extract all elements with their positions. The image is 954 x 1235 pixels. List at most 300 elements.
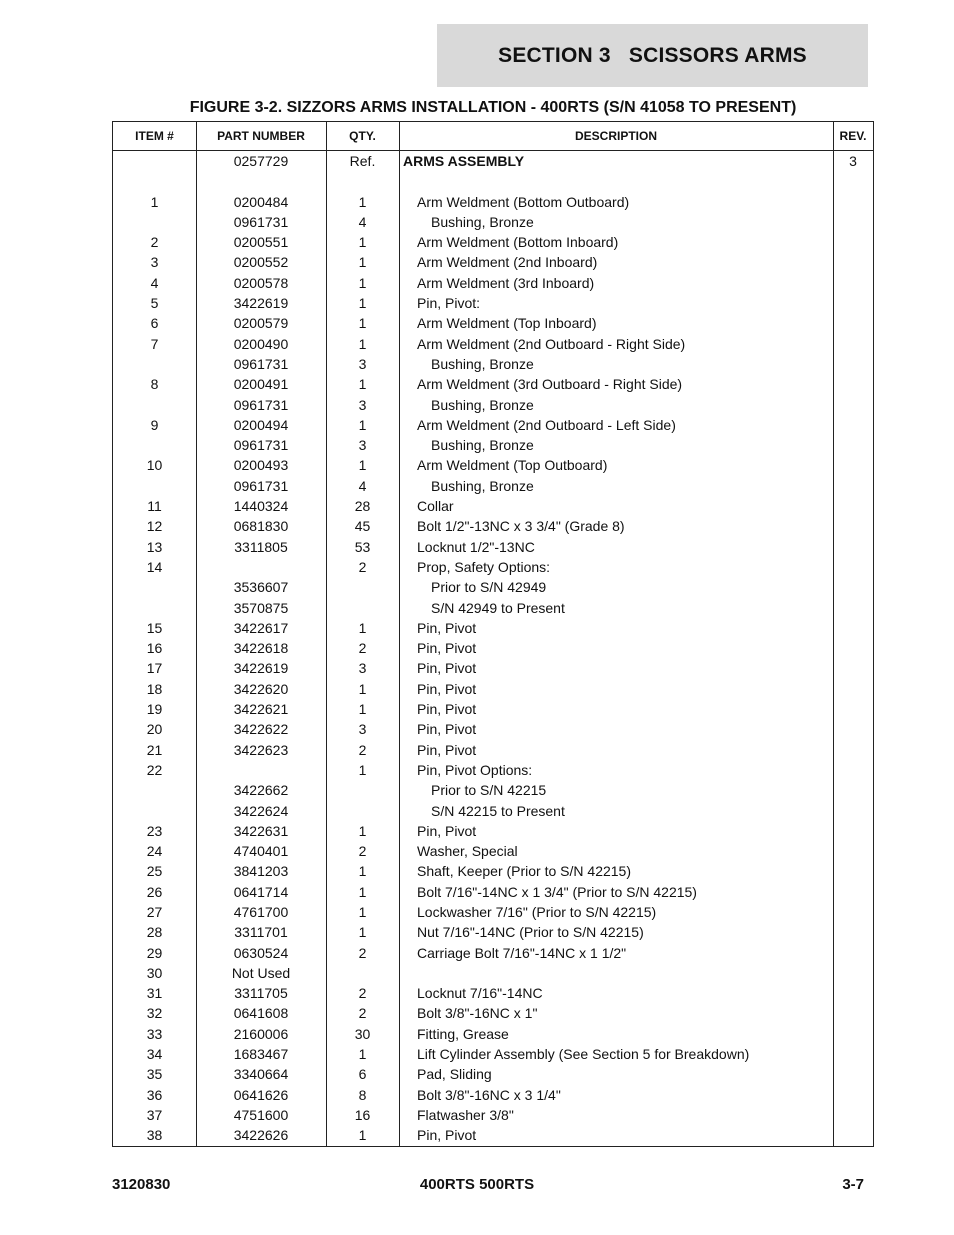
revision-cell [833, 293, 873, 313]
description-cell: Bolt 3/8"-16NC x 1" [417, 1005, 538, 1022]
quantity-cell: 28 [354, 498, 371, 515]
part-number-cell: 0200552 [233, 254, 289, 271]
table-row [113, 740, 873, 760]
quantity-cell: 1 [358, 416, 367, 433]
description-cell: Fitting, Grease [417, 1025, 509, 1042]
part-number-cell: 0200578 [233, 274, 289, 291]
description-cell: Pin, Pivot [417, 822, 477, 839]
part-number-cell: 3422620 [233, 680, 289, 697]
item-number-cell [113, 780, 196, 800]
revision-cell [833, 719, 873, 739]
revision-cell [833, 395, 873, 415]
quantity-cell: 53 [354, 538, 371, 555]
table-row [113, 719, 873, 739]
revision-cell [833, 171, 873, 191]
revision-cell [833, 861, 873, 881]
table-row [113, 496, 873, 516]
description-cell: Bushing, Bronze [431, 477, 534, 494]
item-number-cell: 18 [146, 680, 163, 697]
table-row [113, 212, 873, 232]
item-number-cell: 10 [146, 457, 163, 474]
description-cell: Pin, Pivot [417, 619, 477, 636]
description-cell: Bushing, Bronze [431, 437, 534, 454]
part-number-cell: 1440324 [233, 498, 289, 515]
description-cell: Prop, Safety Options: [417, 558, 551, 575]
item-number-cell: 38 [146, 1127, 163, 1144]
part-number-cell: 0257729 [233, 153, 289, 169]
part-number-cell: 0641608 [233, 1005, 289, 1022]
quantity-cell: 30 [354, 1025, 371, 1042]
item-number-cell [113, 354, 196, 374]
revision-cell [833, 537, 873, 557]
quantity-cell: 3 [358, 396, 367, 413]
description-cell: Bolt 7/16"-14NC x 1 3/4" (Prior to S/N 42215) [417, 883, 697, 900]
part-number-cell: 3422624 [233, 802, 289, 819]
quantity-cell: 1 [358, 822, 367, 839]
part-number-cell: 0200579 [233, 315, 289, 332]
item-number-cell: 20 [146, 721, 163, 738]
description-cell: ARMS ASSEMBLY [403, 153, 525, 169]
description-cell: Pin, Pivot [417, 721, 477, 738]
quantity-cell: 1 [358, 761, 367, 778]
table-row [113, 882, 873, 902]
table-row [113, 516, 873, 536]
quantity-cell: 16 [354, 1106, 371, 1123]
table-row [113, 1044, 873, 1064]
description-cell: S/N 42949 to Present [431, 599, 565, 616]
quantity-cell: 1 [358, 863, 367, 880]
item-number-cell: 25 [146, 863, 163, 880]
revision-cell [833, 1044, 873, 1064]
revision-cell [833, 516, 873, 536]
revision-cell [833, 618, 873, 638]
table-row [113, 983, 873, 1003]
item-number-cell: 11 [147, 498, 162, 515]
part-number-cell: 0200494 [233, 416, 289, 433]
revision-cell [833, 902, 873, 922]
description-cell: Nut 7/16"-14NC (Prior to S/N 42215) [417, 924, 644, 941]
revision-cell [833, 232, 873, 252]
item-number-cell [113, 435, 196, 455]
description-cell: Flatwasher 3/8" [417, 1106, 514, 1123]
description-cell: Shaft, Keeper (Prior to S/N 42215) [417, 863, 631, 880]
quantity-cell: 1 [358, 457, 367, 474]
quantity-cell: 1 [358, 924, 367, 941]
table-row [113, 841, 873, 861]
revision-cell [833, 415, 873, 435]
revision-cell [833, 821, 873, 841]
description-cell: Lift Cylinder Assembly (See Section 5 for Breakdown) [417, 1046, 750, 1063]
description-cell: Arm Weldment (Top Inboard) [417, 315, 597, 332]
quantity-cell: 1 [358, 335, 367, 352]
description-cell: Lockwasher 7/16" (Prior to S/N 42215) [417, 903, 657, 920]
revision-cell [833, 638, 873, 658]
part-number-cell: 3422619 [233, 295, 289, 312]
footer-page-number: 3-7 [842, 1176, 864, 1193]
item-number-cell [113, 801, 196, 821]
table-row [113, 1125, 873, 1145]
quantity-cell [326, 598, 399, 618]
revision-cell [833, 1064, 873, 1084]
part-number-cell [196, 760, 326, 780]
quantity-cell: 1 [358, 274, 367, 291]
description-cell: Bushing, Bronze [431, 355, 534, 372]
item-number-cell: 35 [146, 1066, 163, 1083]
quantity-cell: 1 [358, 1046, 367, 1063]
description-cell: Pin, Pivot: [417, 295, 481, 312]
column-divider [196, 122, 197, 1146]
item-number-cell: 1 [150, 193, 159, 210]
quantity-cell [326, 780, 399, 800]
table-row [113, 1003, 873, 1023]
section-header [437, 24, 868, 87]
revision-cell [833, 1024, 873, 1044]
parts-table [112, 121, 874, 1147]
description-cell [399, 963, 833, 983]
part-number-cell: 0641626 [233, 1086, 289, 1103]
part-number-cell: 4740401 [233, 843, 289, 860]
table-row [113, 374, 873, 394]
description-cell: Prior to S/N 42215 [431, 782, 547, 799]
quantity-cell: 2 [358, 1005, 367, 1022]
description-cell: Bushing, Bronze [431, 213, 534, 230]
item-number-cell: 32 [146, 1005, 163, 1022]
description-cell: Locknut 1/2"-13NC [417, 538, 535, 555]
revision-cell [833, 577, 873, 597]
quantity-cell: 2 [358, 843, 367, 860]
quantity-cell: 1 [358, 315, 367, 332]
description-cell: Bolt 1/2"-13NC x 3 3/4" (Grade 8) [417, 518, 625, 535]
table-row [113, 537, 873, 557]
item-number-cell: 2 [150, 234, 159, 251]
item-number-cell: 29 [146, 944, 163, 961]
table-row [113, 963, 873, 983]
revision-cell [833, 943, 873, 963]
quantity-cell [326, 577, 399, 597]
description-cell: Arm Weldment (3rd Inboard) [417, 274, 595, 291]
quantity-cell: 1 [358, 376, 367, 393]
revision-cell [833, 1125, 873, 1145]
table-row [113, 861, 873, 881]
revision-cell [833, 354, 873, 374]
item-number-cell: 5 [150, 295, 159, 312]
part-number-cell: 3311701 [234, 924, 288, 941]
item-number-cell: 6 [150, 315, 159, 332]
description-cell: Arm Weldment (Bottom Inboard) [417, 234, 619, 251]
quantity-cell: 2 [358, 640, 367, 657]
table-row [113, 679, 873, 699]
table-row [113, 1085, 873, 1105]
table-row [113, 1105, 873, 1125]
part-number-cell: 3422631 [233, 822, 289, 839]
part-number-cell: 3422619 [233, 660, 289, 677]
table-row [113, 557, 873, 577]
quantity-cell: 1 [358, 883, 367, 900]
part-number-cell: 3422618 [233, 640, 289, 657]
item-number-cell: 22 [146, 761, 163, 778]
table-row [113, 1064, 873, 1084]
table-row [113, 252, 873, 272]
item-number-cell: 36 [146, 1086, 163, 1103]
part-number-cell: 3536607 [233, 579, 289, 596]
revision-cell [833, 598, 873, 618]
description-cell: Arm Weldment (Top Outboard) [417, 457, 608, 474]
quantity-cell: 6 [358, 1066, 367, 1083]
revision-cell [833, 740, 873, 760]
revision-cell [833, 476, 873, 496]
table-row [113, 801, 873, 821]
revision-cell [833, 699, 873, 719]
revision-cell [833, 435, 873, 455]
table-row [113, 354, 873, 374]
description-cell [399, 171, 833, 191]
description-cell: Collar [417, 498, 454, 515]
part-number-cell: 0200493 [233, 457, 289, 474]
quantity-cell: 1 [358, 295, 367, 312]
revision-cell [833, 252, 873, 272]
table-row [113, 455, 873, 475]
table-row [113, 171, 873, 191]
revision-cell [833, 841, 873, 861]
revision-cell [833, 922, 873, 942]
part-number-cell: 3570875 [233, 599, 289, 616]
item-number-cell: 9 [150, 416, 159, 433]
revision-cell [833, 192, 873, 212]
quantity-cell: 4 [358, 477, 367, 494]
revision-cell [833, 1105, 873, 1125]
item-number-cell: 27 [146, 903, 163, 920]
revision-cell [833, 1085, 873, 1105]
table-row [113, 902, 873, 922]
table-row [113, 922, 873, 942]
item-number-cell [113, 577, 196, 597]
section-title: SECTION 3 SCISSORS ARMS [498, 43, 807, 67]
item-number-cell: 19 [146, 701, 163, 718]
revision-cell [833, 455, 873, 475]
table-header [113, 122, 873, 151]
part-number-cell: 0200491 [233, 376, 289, 393]
description-cell: Pin, Pivot [417, 741, 477, 758]
part-number-cell: 4761700 [233, 903, 289, 920]
description-cell: Pin, Pivot [417, 680, 477, 697]
part-number-cell: 3422617 [233, 619, 289, 636]
item-number-cell: 15 [146, 619, 163, 636]
description-cell: Arm Weldment (2nd Outboard - Right Side) [417, 335, 686, 352]
footer-model: 400RTS 500RTS [419, 1176, 535, 1193]
part-number-cell: 0641714 [233, 883, 289, 900]
item-number-cell [113, 395, 196, 415]
table-row [113, 293, 873, 313]
quantity-cell: 3 [358, 355, 367, 372]
table-row [113, 1024, 873, 1044]
part-number-cell: 0961731 [233, 355, 289, 372]
quantity-cell: 2 [358, 985, 367, 1002]
table-row [113, 395, 873, 415]
table-row [113, 638, 873, 658]
part-number-cell: Not Used [231, 964, 291, 981]
item-number-cell: 12 [146, 518, 163, 535]
part-number-cell [196, 171, 326, 191]
part-number-cell: 3422623 [233, 741, 289, 758]
item-number-cell: 31 [146, 985, 163, 1002]
part-number-cell: 3422621 [233, 701, 289, 718]
item-number-cell: 4 [150, 274, 159, 291]
table-row [113, 598, 873, 618]
revision-cell [833, 882, 873, 902]
column-divider [399, 122, 400, 1146]
item-number-cell: 34 [146, 1046, 163, 1063]
revision-cell [833, 963, 873, 983]
quantity-cell: 8 [358, 1086, 367, 1103]
item-number-cell [113, 151, 196, 171]
part-number-cell: 3422662 [233, 782, 289, 799]
quantity-cell: 3 [358, 721, 367, 738]
header-description: DESCRIPTION [574, 129, 657, 143]
item-number-cell: 21 [146, 741, 163, 758]
description-cell: Arm Weldment (3rd Outboard - Right Side) [417, 376, 683, 393]
table-row [113, 618, 873, 638]
part-number-cell: 3311705 [234, 985, 288, 1002]
table-row [113, 151, 873, 171]
footer-document-number: 3120830 [112, 1176, 171, 1193]
item-number-cell: 17 [146, 660, 163, 677]
column-divider [833, 122, 834, 1146]
revision-cell [833, 801, 873, 821]
figure-title: FIGURE 3-2. SIZZORS ARMS INSTALLATION - 400RTS (S/N 41058 TO PRESENT) [189, 99, 797, 116]
part-number-cell [196, 557, 326, 577]
table-row [113, 435, 873, 455]
table-row [113, 334, 873, 354]
part-number-cell: 3340664 [233, 1066, 289, 1083]
revision-cell [833, 983, 873, 1003]
part-number-cell: 0200490 [233, 335, 289, 352]
item-number-cell [113, 598, 196, 618]
header-qty: QTY. [349, 129, 376, 143]
description-cell: Arm Weldment (2nd Outboard - Left Side) [417, 416, 676, 433]
revision-cell [833, 273, 873, 293]
item-number-cell: 37 [146, 1106, 163, 1123]
part-number-cell: 1683467 [233, 1046, 289, 1063]
description-cell: Prior to S/N 42949 [431, 579, 547, 596]
description-cell: Locknut 7/16"-14NC [417, 985, 543, 1002]
quantity-cell: 3 [358, 437, 367, 454]
revision-cell [833, 658, 873, 678]
description-cell: Arm Weldment (Bottom Outboard) [417, 193, 630, 210]
quantity-cell: 2 [358, 741, 367, 758]
part-number-cell: 3422626 [233, 1127, 289, 1144]
table-row [113, 943, 873, 963]
table-row [113, 415, 873, 435]
quantity-cell: 2 [358, 558, 367, 575]
table-row [113, 821, 873, 841]
revision-cell [833, 313, 873, 333]
revision-cell: 3 [849, 153, 857, 169]
item-number-cell: 3 [150, 254, 159, 271]
part-number-cell: 0961731 [233, 437, 289, 454]
revision-cell [833, 557, 873, 577]
table-row [113, 313, 873, 333]
item-number-cell: 16 [146, 640, 163, 657]
item-number-cell: 28 [146, 924, 163, 941]
part-number-cell: 0961731 [233, 396, 289, 413]
quantity-cell: 1 [358, 254, 367, 271]
description-cell: Pin, Pivot [417, 660, 477, 677]
quantity-cell [326, 963, 399, 983]
item-number-cell: 7 [150, 335, 159, 352]
table-body [113, 151, 873, 1146]
part-number-cell: 0200484 [233, 193, 289, 210]
table-row [113, 232, 873, 252]
revision-cell [833, 374, 873, 394]
quantity-cell: 3 [358, 660, 367, 677]
item-number-cell: 30 [146, 964, 163, 981]
item-number-cell: 33 [146, 1025, 163, 1042]
part-number-cell: 0961731 [233, 477, 289, 494]
table-row [113, 658, 873, 678]
item-number-cell: 13 [146, 538, 163, 555]
description-cell: Pin, Pivot [417, 701, 477, 718]
quantity-cell: 1 [358, 619, 367, 636]
quantity-cell [326, 801, 399, 821]
quantity-cell [326, 171, 399, 191]
description-cell: S/N 42215 to Present [431, 802, 565, 819]
quantity-cell: 1 [358, 680, 367, 697]
header-part-number: PART NUMBER [217, 129, 305, 143]
item-number-cell: 26 [146, 883, 163, 900]
revision-cell [833, 496, 873, 516]
table-row [113, 760, 873, 780]
description-cell: Washer, Special [417, 843, 518, 860]
table-row [113, 699, 873, 719]
quantity-cell: 1 [358, 903, 367, 920]
quantity-cell: Ref. [349, 153, 376, 169]
table-row [113, 577, 873, 597]
revision-cell [833, 212, 873, 232]
quantity-cell: 1 [358, 234, 367, 251]
table-row [113, 273, 873, 293]
part-number-cell: 3422622 [233, 721, 289, 738]
quantity-cell: 2 [358, 944, 367, 961]
quantity-cell: 4 [358, 213, 367, 230]
part-number-cell: 0681830 [233, 518, 289, 535]
part-number-cell: 0200551 [233, 234, 289, 251]
quantity-cell: 1 [358, 1127, 367, 1144]
revision-cell [833, 334, 873, 354]
header-rev: REV. [839, 129, 867, 143]
item-number-cell: 14 [146, 558, 163, 575]
part-number-cell: 0961731 [233, 213, 289, 230]
table-row [113, 780, 873, 800]
description-cell: Bolt 3/8"-16NC x 3 1/4" [417, 1086, 561, 1103]
revision-cell [833, 760, 873, 780]
item-number-cell: 24 [146, 843, 163, 860]
description-cell: Bushing, Bronze [431, 396, 534, 413]
quantity-cell: 1 [358, 193, 367, 210]
description-cell: Arm Weldment (2nd Inboard) [417, 254, 598, 271]
quantity-cell: 1 [358, 701, 367, 718]
item-number-cell [113, 212, 196, 232]
description-cell: Pin, Pivot [417, 1127, 477, 1144]
part-number-cell: 3311805 [234, 538, 288, 555]
item-number-cell [113, 171, 196, 191]
revision-cell [833, 679, 873, 699]
table-row [113, 476, 873, 496]
item-number-cell: 8 [150, 376, 159, 393]
description-cell: Pad, Sliding [417, 1066, 492, 1083]
item-number-cell [113, 476, 196, 496]
column-divider [326, 122, 327, 1146]
description-cell: Carriage Bolt 7/16"-14NC x 1 1/2" [417, 944, 627, 961]
